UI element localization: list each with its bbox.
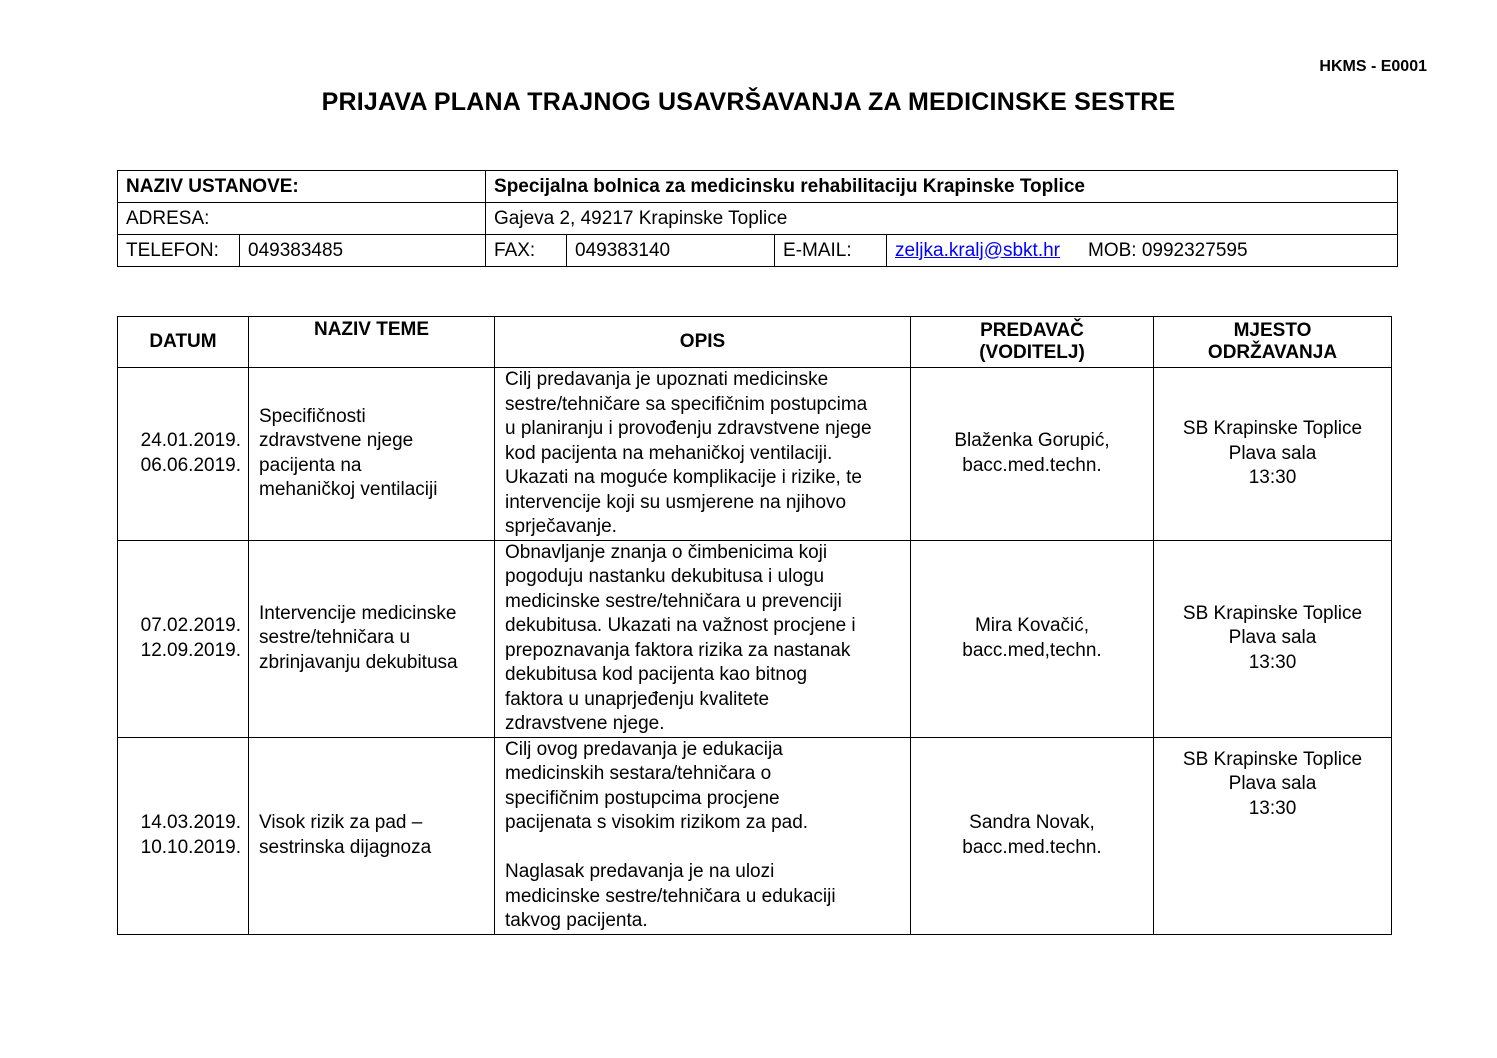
desc-line: specifičnim postupcima procjene [505, 787, 780, 809]
desc-line: prepoznavanja faktora rizika za nastanak [505, 639, 851, 661]
place-time: 13:30 [1248, 651, 1297, 673]
desc-line: Cilj predavanja je upoznati medicinske [505, 369, 829, 390]
page-title: PRIJAVA PLANA TRAJNOG USAVRŠAVANJA ZA MEDICINSKE SESTRE [321, 88, 1176, 116]
desc-line: medicinske sestre/tehničara u edukaciji [505, 885, 836, 907]
institution-row [118, 171, 1398, 203]
desc-line: takvog pacijenta. [505, 910, 648, 931]
topic-line: zdravstvene njege [259, 430, 414, 452]
desc-line: faktora u unaprjeđenju kvalitete [505, 688, 770, 710]
topic-line: Visok rizik za pad – [259, 812, 423, 833]
lecturer-cell [911, 540, 1154, 737]
place-cell [1154, 540, 1392, 737]
address-label: ADRESA: [118, 203, 486, 235]
header-mjesto-line2: ODRŽAVANJA [1207, 342, 1338, 363]
description-cell [495, 368, 911, 541]
date-2: 06.06.2019. [140, 454, 241, 476]
desc-line: medicinske sestre/tehničara u prevenciji [505, 590, 842, 612]
date-2: 12.09.2019. [140, 639, 241, 661]
mobile-number: MOB: 0992327595 [1088, 239, 1248, 261]
place-time: 13:30 [1248, 797, 1297, 819]
paragraph-gap [505, 836, 902, 861]
topic-cell [249, 540, 495, 737]
desc-line: dekubitusa. Ukazati na važnost procjene i [505, 615, 856, 636]
desc-line: Cilj ovog predavanja je edukacija [505, 738, 783, 760]
email-cell [775, 235, 1398, 267]
place-room: Plava sala [1228, 627, 1317, 649]
date-2: 10.10.2019. [140, 836, 241, 858]
lecturer-cell [911, 368, 1154, 541]
email-link[interactable]: zeljka.kralj@sbkt.hr [895, 239, 1061, 261]
date-cell [118, 737, 249, 934]
desc-line: pogoduju nastanku dekubitusa i ulogu [505, 566, 825, 587]
schedule-table [117, 316, 1392, 935]
desc-line: Ukazati na moguće komplikacije i rizike, te [505, 467, 862, 488]
fax-value: 049383140 [567, 235, 775, 267]
institution-info-table [117, 170, 1398, 267]
header-datum: DATUM [118, 317, 249, 368]
desc-line: sestre/tehničare sa specifičnim postupcima [505, 393, 868, 415]
table-row [118, 368, 1392, 541]
lecturer-name: Sandra Novak, [969, 812, 1095, 833]
place-cell [1154, 737, 1392, 934]
contact-row [118, 235, 1398, 267]
lecturer-name: Mira Kovačić, [974, 615, 1090, 636]
desc-line: sprječavanje. [505, 516, 617, 537]
desc-line: dekubitusa kod pacijenta kao bitnog [505, 664, 808, 685]
place-time: 13:30 [1248, 467, 1297, 488]
place-room: Plava sala [1228, 442, 1317, 464]
phone-label: TELEFON: [118, 235, 240, 267]
address-value: Gajeva 2, 49217 Krapinske Toplice [486, 203, 1398, 235]
date-1: 07.02.2019. [140, 615, 241, 636]
address-row [118, 203, 1398, 235]
lecturer-title: bacc.med.techn. [962, 454, 1102, 476]
topic-line: sestre/tehničara u [259, 627, 411, 649]
header-mjesto-line1: MJESTO [1233, 320, 1312, 341]
topic-cell [249, 737, 495, 934]
date-1: 14.03.2019. [140, 812, 241, 833]
topic-line: pacijenta na [259, 454, 362, 476]
desc-line: Naglasak predavanja je na ulozi [505, 861, 775, 882]
date-1: 24.01.2019. [140, 430, 241, 452]
institution-value: Specijalna bolnica za medicinsku rehabilitaciju Krapinske Toplice [486, 171, 1398, 203]
header-opis: OPIS [495, 317, 911, 368]
place-cell [1154, 368, 1392, 541]
header-naziv-teme: NAZIV TEME [249, 317, 495, 368]
topic-line: Intervencije medicinske [259, 602, 457, 624]
lecturer-title: bacc.med.techn. [962, 836, 1102, 858]
header-predavac [911, 317, 1154, 368]
desc-line: medicinskih sestara/tehničara o [505, 763, 772, 784]
institution-label: NAZIV USTANOVE: [118, 171, 486, 203]
description-cell [495, 737, 911, 934]
place-room: Plava sala [1228, 773, 1317, 794]
document-code: HKMS - E0001 [1319, 58, 1427, 75]
topic-line: zbrinjavanju dekubitusa [259, 651, 458, 673]
topic-cell [249, 368, 495, 541]
desc-line: intervencije koji su usmjerene na njihovo [505, 491, 847, 513]
lecturer-cell [911, 737, 1154, 934]
lecturer-title: bacc.med,techn. [962, 639, 1102, 661]
email-label: E-MAIL: [775, 235, 887, 266]
desc-line: kod pacijenta na mehaničkoj ventilaciji. [505, 442, 833, 464]
header-predavac-line1: PREDAVAČ [980, 320, 1084, 341]
email-value-cell [887, 235, 1397, 266]
topic-line: mehaničkoj ventilaciji [259, 479, 438, 501]
phone-value: 049383485 [240, 235, 486, 267]
place-venue: SB Krapinske Toplice [1182, 418, 1363, 439]
header-mjesto [1154, 317, 1392, 368]
desc-line: u planiranju i provođenju zdravstvene njege [505, 418, 872, 439]
place-venue: SB Krapinske Toplice [1182, 748, 1363, 770]
place-venue: SB Krapinske Toplice [1182, 602, 1363, 624]
description-cell [495, 540, 911, 737]
fax-label: FAX: [486, 235, 567, 267]
desc-line: Obnavljanje znanja o čimbenicima koji [505, 541, 828, 563]
desc-line: pacijenata s visokim rizikom za pad. [505, 812, 809, 833]
topic-line: Specifičnosti [259, 405, 366, 427]
table-row [118, 737, 1392, 934]
date-cell [118, 540, 249, 737]
header-predavac-line2: (VODITELJ) [979, 342, 1085, 363]
schedule-header-row [118, 317, 1392, 368]
topic-line: sestrinska dijagnoza [259, 836, 432, 858]
desc-line: zdravstvene njege. [505, 713, 665, 734]
lecturer-name: Blaženka Gorupić, [954, 430, 1110, 452]
table-row [118, 540, 1392, 737]
date-cell [118, 368, 249, 541]
